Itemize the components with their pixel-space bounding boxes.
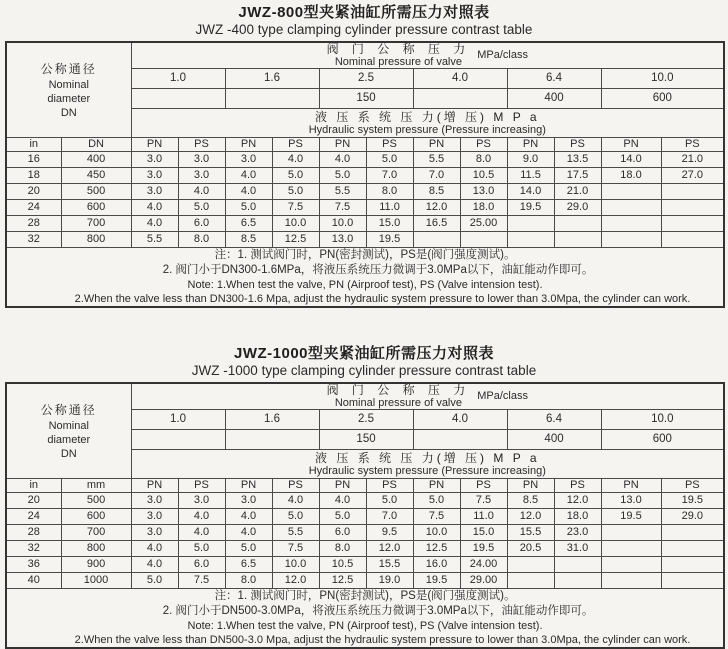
table-cell: 5.5 [319, 184, 366, 200]
col-header-pn: PN [507, 138, 554, 152]
table-cell [661, 541, 724, 557]
valve-pressure-unit: MPa/class [477, 390, 528, 403]
table-cell: 11.0 [366, 200, 413, 216]
table-cell [601, 541, 661, 557]
table-cell: 7.0 [413, 168, 460, 184]
table-cell [554, 232, 601, 248]
table-cell: 27.0 [661, 168, 724, 184]
table-cell: 900 [61, 557, 131, 573]
table-cell: 14.0 [601, 152, 661, 168]
col-header-ps: PS [366, 479, 413, 493]
table-cell: 19.5 [460, 541, 507, 557]
table-cell [661, 573, 724, 589]
table-cell [507, 557, 554, 573]
table-cell: 5.0 [131, 573, 178, 589]
table-cell: 5.0 [225, 541, 272, 557]
table-cell: 28 [6, 216, 61, 232]
table-cell [661, 557, 724, 573]
table-row [6, 509, 724, 525]
nominal-diameter-zh: 公称通径 [40, 61, 97, 76]
table-cell: 3.0 [178, 493, 225, 509]
table-cell: 19.5 [507, 200, 554, 216]
table-cell: 40 [6, 573, 61, 589]
table-cell: 4.0 [272, 152, 319, 168]
table-cell: 16 [6, 152, 61, 168]
table-cell: 13.0 [460, 184, 507, 200]
table-cell: 24 [6, 200, 61, 216]
table-cell: 19.5 [413, 573, 460, 589]
table-cell: 3.0 [178, 168, 225, 184]
table-cell: 19.0 [366, 573, 413, 589]
table-cell: 19.5 [661, 493, 724, 509]
class-value: 1.6 [225, 69, 319, 89]
table-cell: 3.0 [131, 509, 178, 525]
table1-title-en: JWZ -400 type clamping cylinder pressure contrast table [195, 22, 533, 37]
valve-pressure-zh: 阀 门 公 称 压 力 [326, 383, 471, 397]
table-row [6, 168, 724, 184]
table-cell [507, 216, 554, 232]
table-cell: 8.5 [413, 184, 460, 200]
table-cell: 4.0 [225, 509, 272, 525]
nominal-diameter-en1: Nominal [48, 419, 89, 432]
table-cell: 7.5 [319, 200, 366, 216]
table-cell: 32 [6, 232, 61, 248]
table-cell: 13.5 [554, 152, 601, 168]
class-series: 400 [507, 430, 601, 450]
table2-title-en: JWZ -1000 type clamping cylinder pressure contrast table [191, 363, 537, 378]
table-row [6, 200, 724, 216]
table-cell: 7.5 [460, 493, 507, 509]
table-cell: 700 [61, 525, 131, 541]
note-line: 2.When the valve less than DN500-3.0 Mpa, adjust the hydraulic system pressure to lower than 3.0Mpa, the cylinder can work. [74, 634, 691, 646]
table-cell: 18.0 [554, 509, 601, 525]
table-cell: 4.0 [178, 509, 225, 525]
table-cell: 8.0 [460, 152, 507, 168]
table-cell: 11.0 [460, 509, 507, 525]
class-series: 150 [319, 89, 413, 109]
table-cell: 25.00 [460, 216, 507, 232]
table-cell: 5.0 [319, 168, 366, 184]
table2-notes [6, 589, 724, 649]
table-cell: 12.5 [319, 573, 366, 589]
hydraulic-pressure-en: Hydraulic system pressure (Pressure increasing) [308, 124, 546, 136]
table-cell: 18 [6, 168, 61, 184]
col-header-ps: PS [272, 138, 319, 152]
table-cell: 5.0 [178, 541, 225, 557]
class-series [413, 89, 507, 109]
table-cell: 3.0 [225, 493, 272, 509]
table-cell: 4.0 [131, 216, 178, 232]
table-cell [460, 232, 507, 248]
note-line: 注：1. 测试阀门时，PN(密封测试)，PS是(阀门强度测试)。 [214, 590, 516, 602]
table-row [6, 573, 724, 589]
table-cell [601, 216, 661, 232]
table-cell: 5.5 [413, 152, 460, 168]
table-cell: 10.5 [460, 168, 507, 184]
nominal-diameter-header [6, 383, 131, 479]
table-cell: 3.0 [178, 152, 225, 168]
table-row [6, 541, 724, 557]
table-cell: 4.0 [319, 152, 366, 168]
col-header-ps: PS [554, 138, 601, 152]
class-value: 10.0 [601, 69, 724, 89]
table-cell: 18.0 [601, 168, 661, 184]
table-cell: 4.0 [131, 557, 178, 573]
table-cell: 36 [6, 557, 61, 573]
valve-pressure-en: Nominal pressure of valve [334, 56, 462, 68]
table-cell: 450 [61, 168, 131, 184]
class-series: 400 [507, 89, 601, 109]
table-cell: 16.5 [413, 216, 460, 232]
table-cell: 13.0 [319, 232, 366, 248]
table-cell: 14.0 [507, 184, 554, 200]
class-value: 1.0 [131, 410, 225, 430]
table-cell: 4.0 [225, 184, 272, 200]
table-cell: 5.0 [272, 184, 319, 200]
table-cell: 5.5 [131, 232, 178, 248]
table-cell: 10.0 [272, 216, 319, 232]
note-line: 注：1. 测试阀门时，PN(密封测试)，PS是(阀门强度测试)。 [214, 249, 516, 261]
table-cell: 8.5 [507, 493, 554, 509]
class-value: 10.0 [601, 410, 724, 430]
nominal-diameter-zh: 公称通径 [40, 402, 97, 417]
col-header-pn: PN [413, 138, 460, 152]
table-cell: 6.0 [178, 216, 225, 232]
col-header-ps: PS [272, 479, 319, 493]
table-cell [507, 573, 554, 589]
table-cell: 16.0 [413, 557, 460, 573]
table-cell: 20.5 [507, 541, 554, 557]
table-cell: 12.0 [554, 493, 601, 509]
table-cell [554, 573, 601, 589]
col-header-ps: PS [460, 479, 507, 493]
table-cell: 24.00 [460, 557, 507, 573]
valve-pressure-en: Nominal pressure of valve [334, 397, 462, 409]
table-cell: 24 [6, 509, 61, 525]
col-header-mm: mm [61, 479, 131, 493]
col-header-ps: PS [661, 138, 724, 152]
valve-pressure-header [131, 42, 724, 69]
table-cell: 12.0 [272, 573, 319, 589]
class-value: 2.5 [319, 410, 413, 430]
col-header-ps: PS [661, 479, 724, 493]
nominal-diameter-en1: Nominal [48, 78, 89, 91]
nominal-diameter-en2: diameter [47, 433, 91, 446]
table-row [6, 525, 724, 541]
table-cell: 12.5 [272, 232, 319, 248]
table-cell: 500 [61, 493, 131, 509]
table-row [6, 557, 724, 573]
table-cell: 20 [6, 184, 61, 200]
table-cell: 5.0 [366, 152, 413, 168]
table1-title-zh: JWZ-800型夹紧油缸所需压力对照表 [238, 4, 490, 21]
col-header-pn: PN [319, 479, 366, 493]
table-row [6, 216, 724, 232]
table-cell [413, 232, 460, 248]
table2-title-block [0, 345, 728, 378]
table-cell [554, 557, 601, 573]
table-cell [601, 200, 661, 216]
table-cell: 3.0 [225, 152, 272, 168]
table-cell: 6.0 [319, 525, 366, 541]
table-cell: 6.0 [178, 557, 225, 573]
valve-pressure-unit: MPa/class [477, 49, 528, 62]
table-cell: 5.0 [178, 200, 225, 216]
table-cell: 4.0 [272, 493, 319, 509]
class-series [225, 430, 319, 450]
col-header-pn: PN [413, 479, 460, 493]
table-cell [661, 184, 724, 200]
table-cell: 4.0 [225, 525, 272, 541]
table-cell: 12.0 [366, 541, 413, 557]
class-series: 150 [319, 430, 413, 450]
table-cell [601, 184, 661, 200]
note-line: Note: 1.When test the valve, PN (Airproof test), PS (Valve intension test). [187, 620, 543, 632]
table-cell: 10.0 [319, 216, 366, 232]
table-cell: 29.00 [460, 573, 507, 589]
table-cell: 4.0 [178, 184, 225, 200]
class-series [131, 89, 225, 109]
table-cell: 5.5 [272, 525, 319, 541]
col-header-pn: PN [507, 479, 554, 493]
table-cell: 32 [6, 541, 61, 557]
nominal-diameter-en3: DN [60, 447, 77, 460]
nominal-diameter-header [6, 42, 131, 138]
table-cell: 3.0 [131, 168, 178, 184]
table-cell [601, 232, 661, 248]
table-cell: 29.0 [661, 509, 724, 525]
table-cell: 10.5 [319, 557, 366, 573]
table-cell: 3.0 [131, 525, 178, 541]
table-cell: 15.0 [366, 216, 413, 232]
table-cell: 15.5 [507, 525, 554, 541]
table2-title-zh: JWZ-1000型夹紧油缸所需压力对照表 [233, 345, 495, 362]
table-cell: 19.5 [366, 232, 413, 248]
table-cell: 13.0 [601, 493, 661, 509]
table-cell: 1000 [61, 573, 131, 589]
class-value: 1.6 [225, 410, 319, 430]
hydraulic-pressure-zh: 液 压 系 统 压 力(增 压) M P a [315, 451, 540, 465]
table-row [6, 184, 724, 200]
note-line: Note: 1.When test the valve, PN (Airproof test), PS (Valve intension test). [187, 279, 543, 291]
col-header-pn: PN [225, 479, 272, 493]
col-header-dn: DN [61, 138, 131, 152]
col-header-ps: PS [366, 138, 413, 152]
table-cell: 8.5 [225, 232, 272, 248]
pressure-table-jwz800 [5, 41, 725, 308]
table1-title-block [0, 0, 728, 37]
class-value: 4.0 [413, 69, 507, 89]
table-cell [661, 525, 724, 541]
table-cell [601, 525, 661, 541]
table-cell: 20 [6, 493, 61, 509]
table-cell: 31.0 [554, 541, 601, 557]
col-header-ps: PS [178, 479, 225, 493]
table-cell: 19.5 [601, 509, 661, 525]
table-cell [601, 557, 661, 573]
class-series: 600 [601, 89, 724, 109]
table-cell: 5.0 [366, 493, 413, 509]
col-header-pn: PN [601, 479, 661, 493]
table-cell: 21.0 [554, 184, 601, 200]
table-cell: 8.0 [178, 232, 225, 248]
col-header-ps: PS [554, 479, 601, 493]
table-cell: 17.5 [554, 168, 601, 184]
note-line: 2. 阀门小于DN500-3.0MPa，将液压系统压力微调于3.0MPa以下，油缸能动作即可。 [162, 605, 594, 617]
table-cell: 3.0 [131, 152, 178, 168]
col-header-pn: PN [601, 138, 661, 152]
table-cell: 10.0 [413, 525, 460, 541]
nominal-diameter-en3: DN [60, 106, 77, 119]
table-cell: 5.0 [319, 509, 366, 525]
table-cell: 11.5 [507, 168, 554, 184]
table-cell: 400 [61, 152, 131, 168]
table-cell: 4.0 [225, 168, 272, 184]
table-cell: 15.0 [460, 525, 507, 541]
col-header-pn: PN [225, 138, 272, 152]
table-cell: 15.5 [366, 557, 413, 573]
table-cell: 800 [61, 541, 131, 557]
table-cell [661, 216, 724, 232]
table-cell [507, 232, 554, 248]
table-cell: 7.5 [178, 573, 225, 589]
class-value: 1.0 [131, 69, 225, 89]
class-series: 600 [601, 430, 724, 450]
table-cell: 4.0 [131, 200, 178, 216]
table-row [6, 493, 724, 509]
col-header-in: in [6, 479, 61, 493]
table-cell: 7.0 [366, 509, 413, 525]
table-cell: 7.5 [413, 509, 460, 525]
table-cell: 12.0 [507, 509, 554, 525]
class-value: 4.0 [413, 410, 507, 430]
table-cell: 7.5 [272, 541, 319, 557]
table-cell: 800 [61, 232, 131, 248]
hydraulic-pressure-header [131, 109, 724, 138]
nominal-diameter-en2: diameter [47, 92, 91, 105]
table-cell [554, 216, 601, 232]
table-cell: 6.5 [225, 557, 272, 573]
class-series [413, 430, 507, 450]
col-header-ps: PS [460, 138, 507, 152]
table1-notes [6, 248, 724, 308]
table-cell: 3.0 [131, 493, 178, 509]
col-header-in: in [6, 138, 61, 152]
hydraulic-pressure-en: Hydraulic system pressure (Pressure increasing) [308, 465, 546, 477]
table-cell: 500 [61, 184, 131, 200]
table-cell: 600 [61, 200, 131, 216]
table-cell: 12.5 [413, 541, 460, 557]
table-cell: 29.0 [554, 200, 601, 216]
table-cell: 9.5 [366, 525, 413, 541]
table-cell: 4.0 [178, 525, 225, 541]
hydraulic-pressure-header [131, 450, 724, 479]
table-row [6, 152, 724, 168]
table-cell: 5.0 [272, 168, 319, 184]
table-cell: 9.0 [507, 152, 554, 168]
class-value: 2.5 [319, 69, 413, 89]
col-header-ps: PS [178, 138, 225, 152]
table-cell: 18.0 [460, 200, 507, 216]
table-cell [661, 232, 724, 248]
table-cell: 12.0 [413, 200, 460, 216]
hydraulic-pressure-zh: 液 压 系 统 压 力(增 压) M P a [315, 110, 540, 124]
table-cell: 7.0 [366, 168, 413, 184]
table-cell: 8.0 [319, 541, 366, 557]
table-cell: 5.0 [225, 200, 272, 216]
col-header-pn: PN [131, 479, 178, 493]
pressure-table-jwz1000 [5, 382, 725, 649]
table-cell: 7.5 [272, 200, 319, 216]
table-cell [601, 573, 661, 589]
table-cell: 5.0 [272, 509, 319, 525]
table-cell [661, 200, 724, 216]
table-cell: 5.0 [413, 493, 460, 509]
table-cell: 600 [61, 509, 131, 525]
table-cell: 8.0 [225, 573, 272, 589]
valve-pressure-header [131, 383, 724, 410]
note-line: 2. 阀门小于DN300-1.6MPa，将液压系统压力微调于3.0MPa以下，油缸能动作即可。 [162, 264, 594, 276]
col-header-pn: PN [131, 138, 178, 152]
class-value: 6.4 [507, 410, 601, 430]
table-cell: 6.5 [225, 216, 272, 232]
table-cell: 23.0 [554, 525, 601, 541]
table-cell: 28 [6, 525, 61, 541]
col-header-pn: PN [319, 138, 366, 152]
table-cell: 4.0 [319, 493, 366, 509]
table-cell: 10.0 [272, 557, 319, 573]
valve-pressure-zh: 阀 门 公 称 压 力 [326, 42, 471, 56]
table-cell: 21.0 [661, 152, 724, 168]
table-cell: 700 [61, 216, 131, 232]
class-series [131, 430, 225, 450]
table-cell: 4.0 [131, 541, 178, 557]
note-line: 2.When the valve less than DN300-1.6 Mpa, adjust the hydraulic system pressure to lower than 3.0Mpa, the cylinder can work. [74, 293, 691, 305]
table-cell: 3.0 [131, 184, 178, 200]
table-row [6, 232, 724, 248]
class-series [225, 89, 319, 109]
class-value: 6.4 [507, 69, 601, 89]
table-cell: 8.0 [366, 184, 413, 200]
